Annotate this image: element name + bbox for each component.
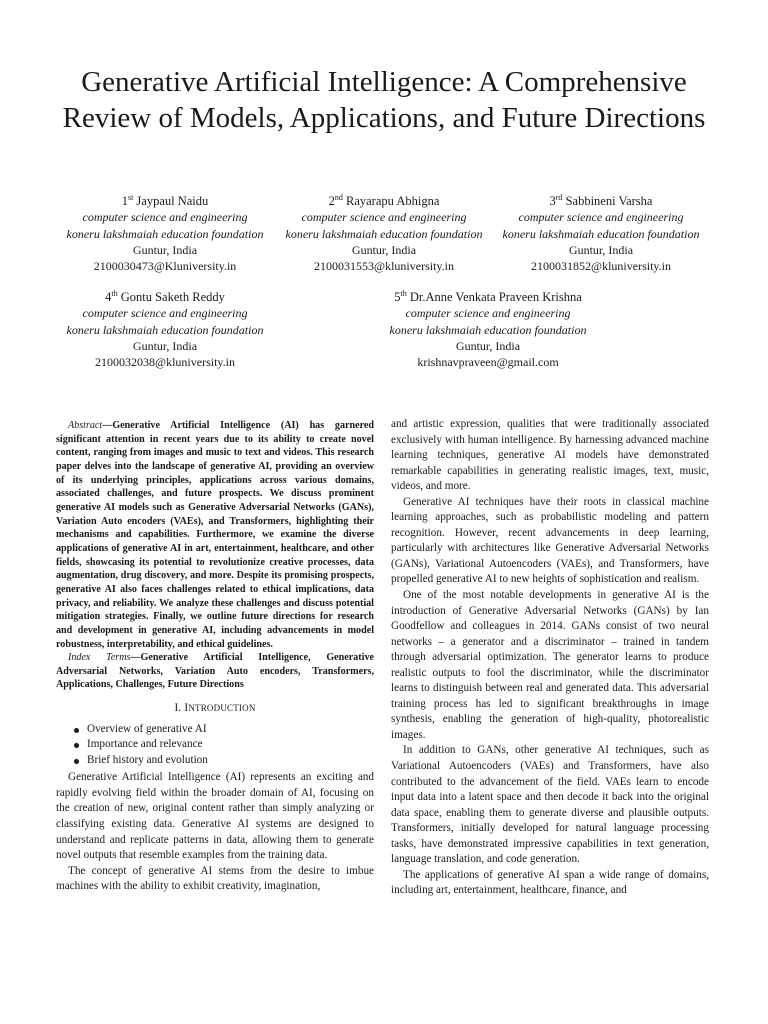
author-city: Guntur, India bbox=[568, 242, 634, 257]
author-email: 2100032038@kluniversity.in bbox=[95, 355, 235, 370]
bullet-icon bbox=[74, 728, 79, 733]
author-city: Guntur, India bbox=[351, 242, 417, 257]
paragraph: In addition to GANs, other generative AI techniques, such as Variational Autoencoders (VAEs) and Transformers, have also contributed to the advancement of the field. VAEs learn to encode input data into a latent space and then decode it back into the original data space, enabling them to generate diverse and plausible outputs. Transformers, initially developed for natural language processing tasks, have demonstrated impressive capabilities in text generation, language translation, and code generation. bbox=[391, 744, 709, 866]
paragraph: Generative Artificial Intelligence (AI) represents an exciting and rapidly evolving field within the broader domain of AI, focusing on the creation of new, original content rather than simply analyzing or classifying existing data. Generative AI systems are designed to understand and replicate patterns in data, allowing them to generate novel outputs that resemble examples from the training data. bbox=[56, 771, 374, 862]
author-city: Guntur, India bbox=[455, 338, 521, 353]
right-column bbox=[391, 417, 709, 899]
bullet-icon bbox=[74, 759, 79, 764]
author-block-5 bbox=[363, 289, 613, 370]
author-dept: computer science and engineering bbox=[405, 306, 571, 321]
author-dept: computer science and engineering bbox=[82, 210, 248, 225]
author-email: 2100031553@kluniversity.in bbox=[314, 259, 454, 274]
author-block-1 bbox=[40, 193, 290, 274]
author-city: Guntur, India bbox=[132, 242, 198, 257]
author-dept: computer science and engineering bbox=[301, 210, 467, 225]
author-block-3 bbox=[476, 193, 726, 274]
index-terms-label: Index Terms bbox=[68, 652, 131, 664]
paragraph: Generative AI techniques have their roots in classical machine learning approaches, such as probabilistic modeling and pattern recognition. However, recent advancements in deep learning, particularly with architectures like Generative Adversarial Networks (GANs), Variational Autoencoders (VAEs), and Transformers, have propelled generative AI to new heights of sophistication and realism. bbox=[391, 495, 709, 586]
author-email: krishnavpraveen@gmail.com bbox=[417, 355, 559, 370]
paragraph: The concept of generative AI stems from the desire to imbue machines with the ability to exhibit creativity, imagination, bbox=[56, 864, 374, 893]
author-name: 1st Jaypaul Naidu bbox=[121, 193, 209, 208]
author-org: koneru lakshmaiah education foundation bbox=[285, 226, 483, 241]
abstract: Abstract—Generative Artificial Intelligence (AI) has garnered significant attention in recent years due to its ability to create novel content, ranging from images and music to text and videos. This research paper delves into the landscape of generative AI, providing an overview of its underlying principles, applications across various domains, associated challenges, and future prospects. We discuss prominent generative AI models such as Generative Adversarial Networks (GANs), Variation Auto encoders (VAEs), and Transformers, highlighting their mechanisms and capabilities. Furthermore, we examine the diverse applications of generative AI in art, entertainment, healthcare, and other fields, showcasing its potential to revolutionize creative processes, data augmentation, drug discovery, and more. Despite its promising prospects, generative AI also faces challenges related to ethical implications, data privacy, and reliability. We analyze these challenges and discuss potential mitigation strategies. Finally, we outline future directions for research and development in generative AI, including advancements in model robustness, interpretability, and ethical guidelines. bbox=[56, 420, 374, 650]
author-name: 4th Gontu Saketh Reddy bbox=[105, 289, 225, 304]
list-item: Overview of generative AI bbox=[56, 722, 374, 738]
list-item: Brief history and evolution bbox=[56, 753, 374, 769]
bullet-icon bbox=[74, 743, 79, 748]
author-block-4 bbox=[40, 289, 290, 370]
author-name: 2nd Rayarapu Abhigna bbox=[328, 193, 440, 208]
paper-title: Generative Artificial Intelligence: A Comprehensive Review of Models, Applications, and Future Directions bbox=[62, 66, 706, 134]
author-org: koneru lakshmaiah education foundation bbox=[66, 322, 264, 337]
section-heading-introduction: I. INTRODUCTION bbox=[174, 702, 256, 715]
author-city: Guntur, India bbox=[132, 338, 198, 353]
index-terms-text: Generative Artificial Intelligence, Generative Adversarial Networks, Variation Auto encoders, Transformers, Applications, Challenges, Future Directions bbox=[56, 652, 374, 691]
author-org: koneru lakshmaiah education foundation bbox=[66, 226, 264, 241]
author-org: koneru lakshmaiah education foundation bbox=[389, 322, 587, 337]
paragraph: One of the most notable developments in generative AI is the introduction of Generative Adversarial Networks (GANs) by Ian Goodfellow and colleagues in 2014. GANs consist of two neural networks – a generator and a discriminator – trained in tandem through adversarial optimization. The generator learns to produce realistic outputs to fool the discriminator, while the discriminator learns to distinguish between real and generated data. This adversarial training process has led to significant breakthroughs in image synthesis, enabling the generation of high-quality, photorealistic images. bbox=[391, 589, 709, 741]
author-block-2 bbox=[259, 193, 509, 274]
list-item: Importance and relevance bbox=[56, 737, 374, 753]
author-dept: computer science and engineering bbox=[518, 210, 684, 225]
author-org: koneru lakshmaiah education foundation bbox=[502, 226, 700, 241]
paragraph: The applications of generative AI span a wide range of domains, including art, entertainment, healthcare, finance, and bbox=[391, 868, 709, 897]
author-name: 3rd Sabbineni Varsha bbox=[549, 193, 653, 208]
abstract-text: Generative Artificial Intelligence (AI) has garnered significant attention in recent years due to its ability to create novel content, ranging from images and music to text and videos. This research paper delves into the landscape of generative AI, providing an overview of its underlying principles, applications across various domains, associated challenges, and future prospects. We discuss prominent generative AI models such as Generative Adversarial Networks (GANs), Variation Auto encoders (VAEs), and Transformers, highlighting their mechanisms and capabilities. Furthermore, we examine the diverse applications of generative AI in art, entertainment, healthcare, and other fields, showcasing its potential to revolutionize creative processes, data augmentation, drug discovery, and more. Despite its promising prospects, generative AI also faces challenges related to ethical implications, data privacy, and reliability. We analyze these challenges and discuss potential mitigation strategies. Finally, we outline future directions for research and development in generative AI, including advancements in model robustness, interpretability, and ethical guidelines. bbox=[56, 420, 374, 650]
intro-bullet-list bbox=[56, 722, 374, 769]
abstract-label: Abstract bbox=[68, 420, 103, 431]
paragraph-continuation: and artistic expression, qualities that were traditionally associated exclusively with human intelligence. By harnessing advanced machine learning techniques, generative AI models have demonstrated remarkable capabilities in generating realistic images, text, music, videos, and more. bbox=[391, 418, 709, 493]
index-terms: Index Terms—Generative Artificial Intelligence, Generative Adversarial Networks, Variation Auto encoders, Transformers, Applications, Challenges, Future Directions bbox=[56, 652, 374, 691]
author-email: 2100031852@kluniversity.in bbox=[531, 259, 671, 274]
left-column bbox=[56, 419, 374, 895]
author-email: 2100030473@Kluniversity.in bbox=[93, 259, 237, 274]
author-dept: computer science and engineering bbox=[82, 306, 248, 321]
author-name: 5th Dr.Anne Venkata Praveen Krishna bbox=[394, 289, 582, 304]
